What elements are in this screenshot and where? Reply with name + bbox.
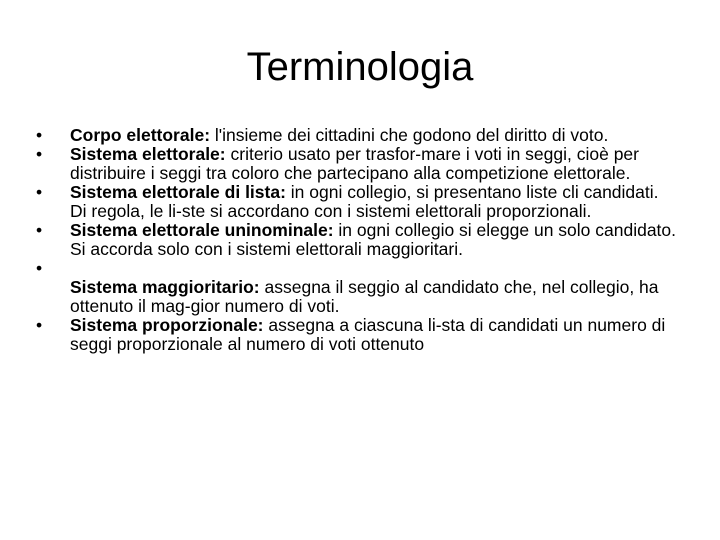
bullet-item-sistema-proporzionale xyxy=(36,316,676,354)
bullet-text: in ogni collegio, si presentano liste cli candidati. Di regola, le li-ste si accordano con i sistemi elettorali proporzionali. xyxy=(70,182,659,221)
bullet-term: Sistema proporzionale: xyxy=(70,315,264,335)
blank-line xyxy=(70,259,676,278)
bullet-term: Sistema elettorale: xyxy=(70,144,226,164)
bullet-icon: • xyxy=(36,182,43,202)
bullet-text: l'insieme dei cittadini che godono del diritto di voto. xyxy=(210,125,609,145)
bullet-icon: • xyxy=(36,125,43,145)
bullet-item-sistema-elettorale xyxy=(36,145,676,183)
bullet-text: assegna il seggio al candidato che, nel collegio, ha ottenuto il mag-gior numero di voti. xyxy=(70,277,659,316)
bullet-term: Sistema elettorale uninominale: xyxy=(70,220,334,240)
bullet-item-sistema-elettorale-uninominale xyxy=(36,221,676,259)
bullet-icon: • xyxy=(36,315,43,335)
bullet-text: assegna a ciascuna li-sta di candidati un numero di seggi proporzionale al numero di voti ottenuto xyxy=(70,315,666,354)
bullet-text: criterio usato per trasfor-mare i voti in seggi, cioè per distribuire i seggi tra coloro che partecipano alla competizione elettorale. xyxy=(70,144,639,183)
bullet-list xyxy=(36,126,676,354)
bullet-term: Sistema maggioritario: xyxy=(70,277,260,297)
slide-title: Terminologia xyxy=(246,45,474,89)
bullet-item-sistema-maggioritario xyxy=(36,259,676,316)
bullet-icon: • xyxy=(36,258,43,278)
bullet-item-corpo-elettorale xyxy=(36,126,676,145)
bullet-text: in ogni collegio si elegge un solo candidato. Si accorda solo con i sistemi elettorali maggioritari. xyxy=(70,220,677,259)
bullet-icon: • xyxy=(36,144,43,164)
bullet-icon: • xyxy=(36,220,43,240)
bullet-term: Sistema elettorale di lista: xyxy=(70,182,286,202)
bullet-term: Corpo elettorale: xyxy=(70,125,211,145)
bullet-item-sistema-elettorale-di-lista xyxy=(36,183,676,221)
